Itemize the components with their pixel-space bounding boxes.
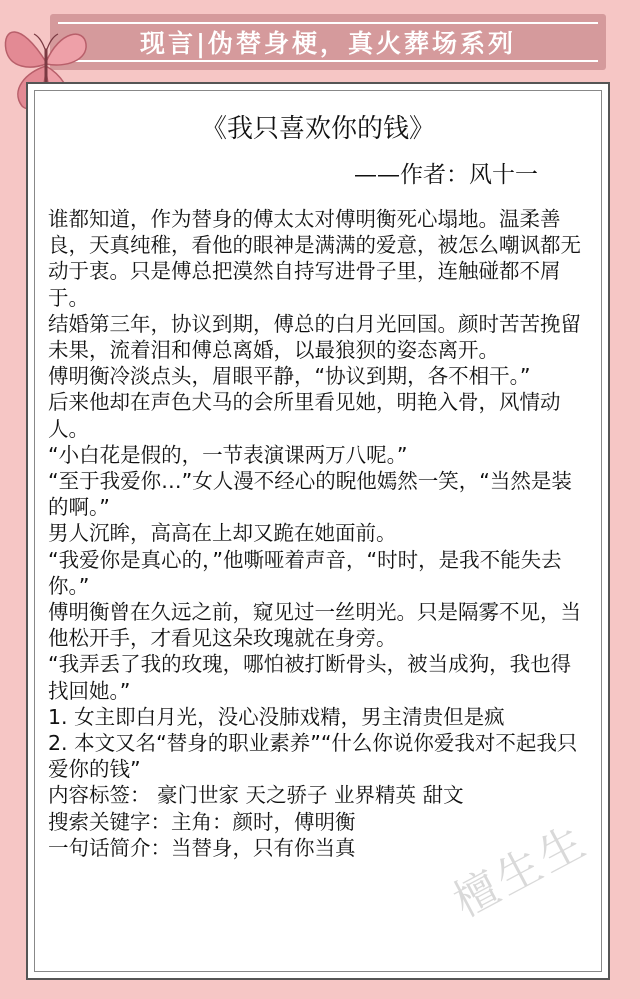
paragraph: 傅明衡冷淡点头，眉眼平静，“协议到期，各不相干。” — [48, 364, 531, 389]
book-author: ——作者：风十一 — [354, 162, 538, 188]
paragraph: “小白花是假的，一节表演课两万八呢。” — [48, 442, 408, 467]
search-keywords: 搜索关键字：主角：颜时，傅明衡 — [48, 809, 356, 834]
note-item: 2. 本文又名“替身的职业素养”“什么你说你爱我对不起我只爱你的钱” — [48, 731, 578, 782]
paragraph: 后来他却在声色犬马的会所里看见她，明艳入骨，风情动人。 — [48, 390, 561, 441]
book-title: 《我只喜欢你的钱》 — [200, 114, 435, 144]
paragraph: “我弄丢了我的玫瑰，哪怕被打断骨头，被当成狗，我也得找回她。” — [48, 652, 572, 703]
paragraph: 结婚第三年，协议到期，傅总的白月光回国。颜时苦苦挽留未果，流着泪和傅总离婚，以最狼狈的姿态离开。 — [48, 311, 581, 363]
banner-title: 现言|伪替身梗，真火葬场系列 — [139, 29, 517, 58]
paragraph: “我爱你是真心的，”他嘶哑着声音，“时时，是我不能失去你。” — [48, 547, 562, 598]
paragraph: 男人沉眸，高高在上却又跪在她面前。 — [48, 521, 397, 546]
synopsis-text — [48, 206, 588, 861]
watermark: 檀生生 — [445, 814, 597, 928]
paragraph: 傅明衡曾在久远之前，窥见过一丝明光。只是隔雾不见，当他松开手，才看见这朵玫瑰就在身旁。 — [48, 600, 581, 651]
content-tags: 内容标签： 豪门世家 天之骄子 业界精英 甜文 — [48, 783, 464, 808]
title-banner — [50, 14, 606, 70]
note-item: 1. 女主即白月光，没心没肺戏精，男主清贵但是疯 — [48, 704, 505, 729]
paragraph: “至于我爱你…”女人漫不经心的睨他嫣然一笑，“当然是装的啊。” — [48, 469, 572, 520]
paragraph: 谁都知道，作为替身的傅太太对傅明衡死心塌地。温柔善良，天真纯稚，看他的眼神是满满的爱意，被怎么嘲讽都无动于衷。只是傅总把漠然自持写进骨子里，连触碰都不屑于。 — [48, 207, 581, 310]
one-line-summary: 一句话简介：当替身，只有你当真 — [48, 835, 356, 860]
